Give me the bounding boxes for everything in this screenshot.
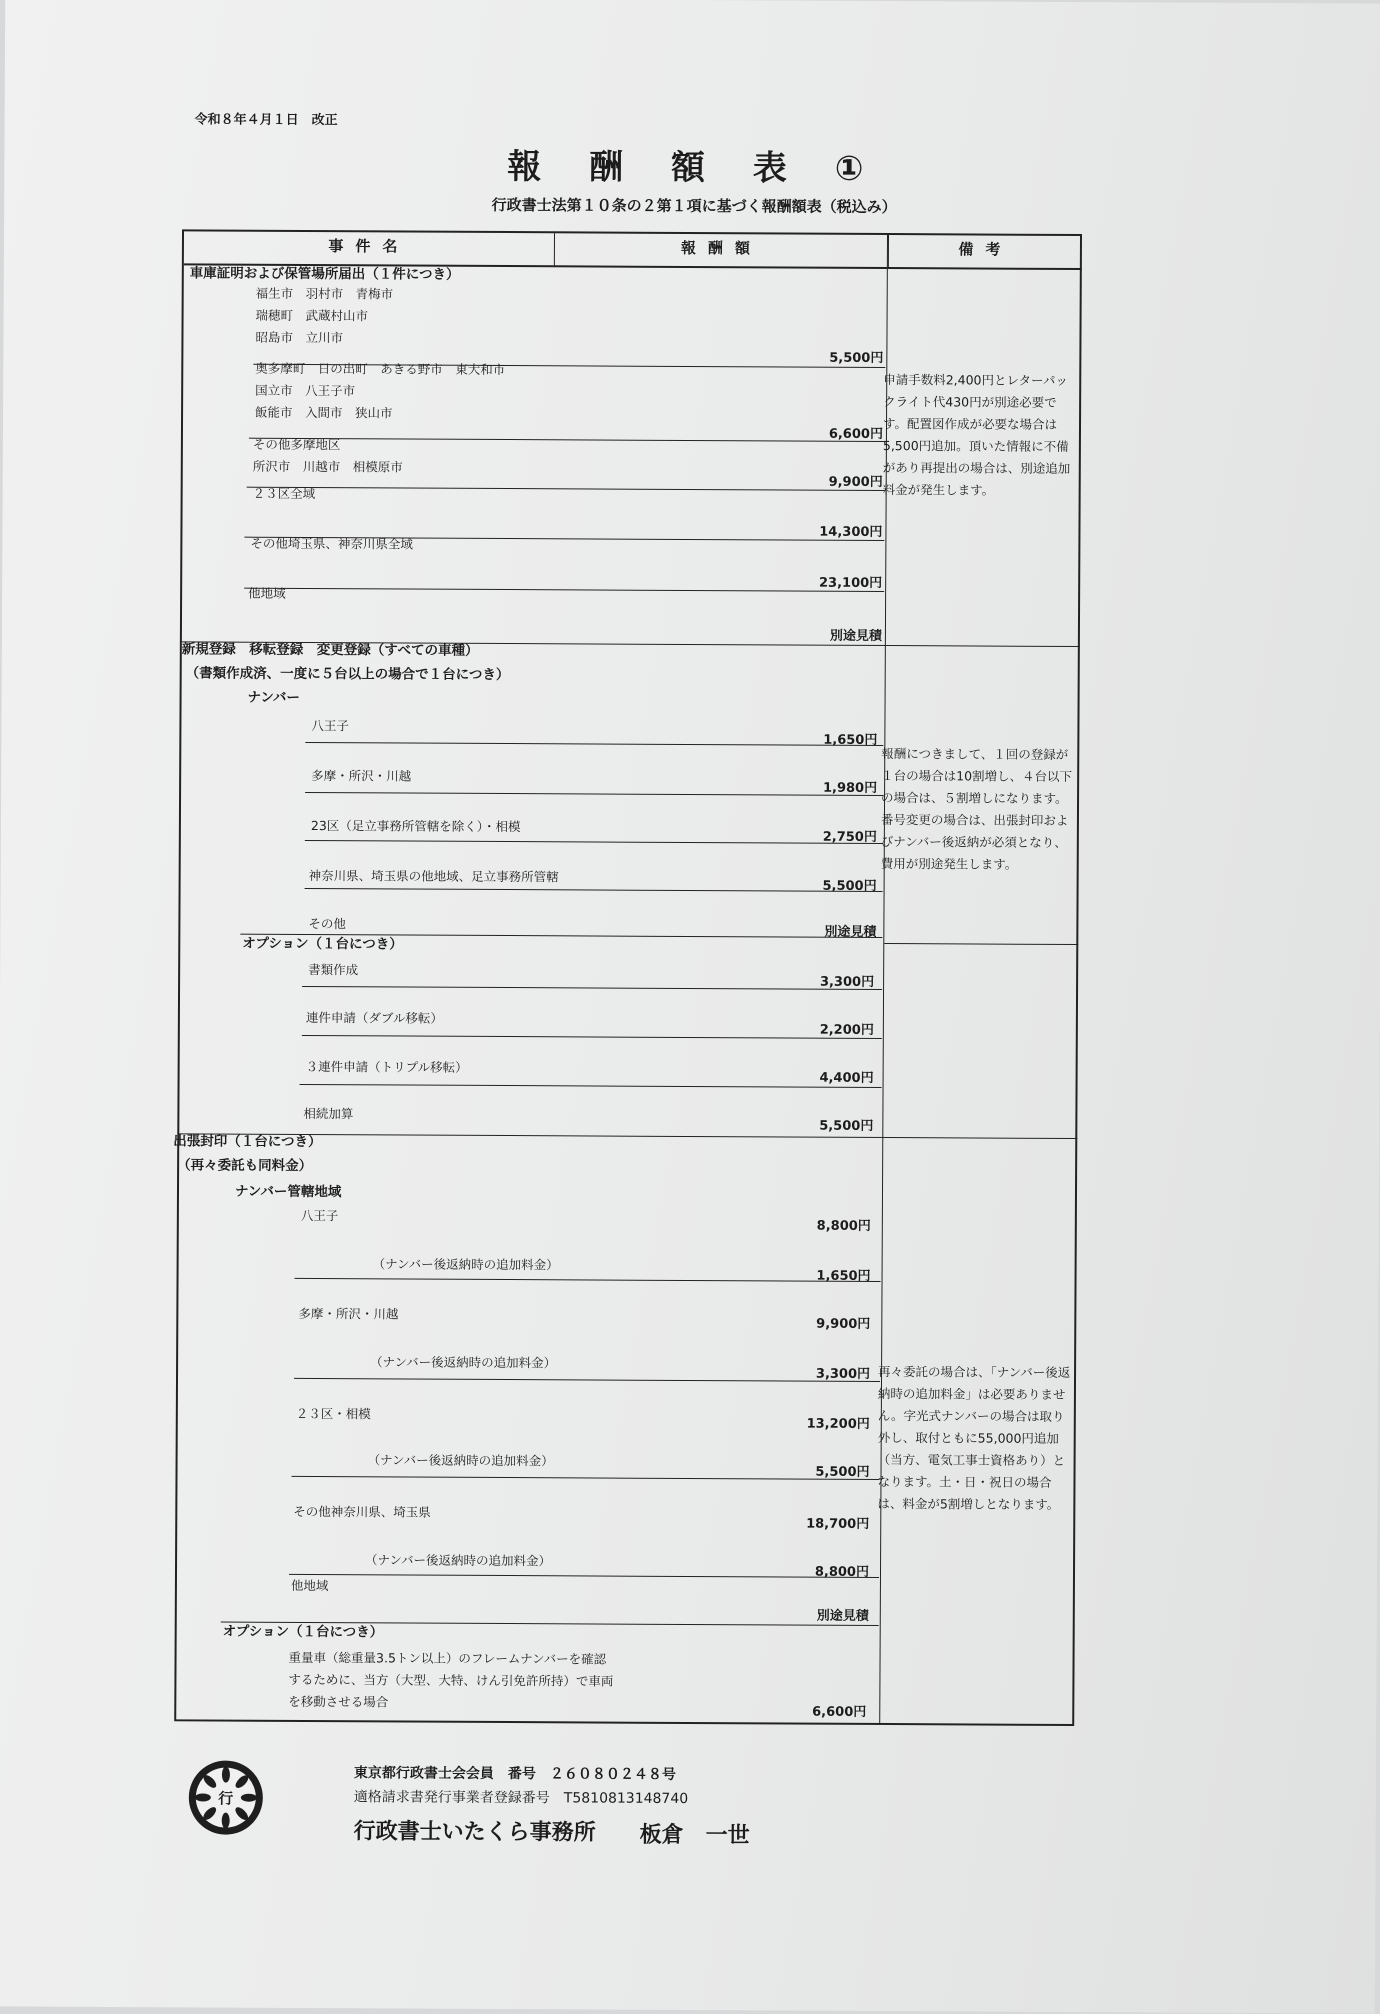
svg-text:行: 行 xyxy=(218,1789,234,1808)
area-line: 瑞穂町 武蔵村山市 xyxy=(255,307,369,324)
number-group-label: ナンバー xyxy=(247,689,301,706)
late-return-label: （ナンバー後返納時の追加料金） xyxy=(372,1256,559,1273)
area-line: 飯能市 入間市 狭山市 xyxy=(255,404,393,421)
header-case-name: 事件名 xyxy=(184,231,554,267)
option-label: 連件申請（ダブル移転） xyxy=(305,1009,443,1026)
fee-amount: 3,300円 xyxy=(815,1366,871,1382)
fee-amount: 2,200円 xyxy=(819,1022,874,1038)
fee-amount: 9,900円 xyxy=(816,1316,871,1332)
fee-amount: 4,400円 xyxy=(819,1070,874,1086)
district-label: 八王子 xyxy=(300,1207,339,1224)
fee-amount: 1,650円 xyxy=(816,1268,871,1284)
fee-amount: 13,200円 xyxy=(806,1416,870,1432)
page-title: 報 酬 額 表 ① xyxy=(507,147,882,189)
section-garage-title: 車庫証明および保管場所届出（１件につき） xyxy=(189,265,460,283)
fee-amount: 6,600円 xyxy=(812,1704,867,1720)
area-line: 国立市 八王子市 xyxy=(255,382,356,399)
fee-amount: 1,650円 xyxy=(823,732,878,748)
fee-amount: 5,500円 xyxy=(829,350,884,367)
fee-amount: 1,980円 xyxy=(822,780,878,796)
district-label: 他地域 xyxy=(290,1577,329,1594)
section-sealing-subtitle: （再々委託も同料金） xyxy=(177,1157,313,1175)
fee-amount: 別途見積 xyxy=(824,924,877,940)
late-return-label: （ナンバー後返納時の追加料金） xyxy=(365,1552,552,1569)
remarks-garage: 申請手数料2,400円とレターパックライト代430円が別途必要です。配置図作成が必要な場合は5,500円追加。頂いた情報に不備があり再提出の場合は、別途追加料金が発生します。 xyxy=(882,372,1071,498)
option-description-line: 重量車（総重量3.5トン以上）のフレームナンバーを確認 xyxy=(288,1649,607,1667)
area-line: 所沢市 川越市 相模原市 xyxy=(252,458,403,475)
remarks-divider xyxy=(884,943,1078,945)
district-label: ２３区・相模 xyxy=(295,1405,371,1422)
fee-amount: 8,800円 xyxy=(816,1218,871,1234)
fee-amount: 8,800円 xyxy=(814,1564,870,1580)
area-line: 奥多摩町 日の出町 あきる野市 東大和市 xyxy=(255,360,506,378)
fee-amount: 2,750円 xyxy=(822,829,877,845)
option-title: オプション（１台につき） xyxy=(222,1623,384,1641)
late-return-label: （ナンバー後返納時の追加料金） xyxy=(370,1354,557,1371)
option-label: 相続加算 xyxy=(303,1105,354,1122)
option-description-line: を移動させる場合 xyxy=(288,1693,389,1710)
area-line: その他多摩地区 xyxy=(252,436,341,453)
remarks-registration: 報酬につきまして、１回の登録が１台の場合は10割増し、４台以下の場合は、５割増しになります。番号変更の場合は、出張封印およびナンバー後返納が必須となり、費用が別途発生します。 xyxy=(880,745,1073,872)
district-label: 23区（足立事務所管轄を除く）・相模 xyxy=(310,818,521,835)
fee-amount: 別途見積 xyxy=(829,628,882,644)
fee-amount: 6,600円 xyxy=(828,426,884,443)
area-line: ２３区全域 xyxy=(252,485,316,502)
section-sealing-title: 出張封印（１台につき） xyxy=(173,1133,322,1151)
fee-amount: 14,300円 xyxy=(819,524,883,541)
section-registration-subtitle: （書類作成済、一度に５台以上の場合で１台につき） xyxy=(185,665,510,684)
fee-amount: 5,500円 xyxy=(819,1118,874,1134)
revision-date: 令和８年４月１日 改正 xyxy=(194,112,338,129)
header-remarks: 備考 xyxy=(888,235,1082,270)
district-label: 八王子 xyxy=(311,718,349,734)
area-line: 福生市 羽村市 青梅市 xyxy=(255,285,394,302)
option-title: オプション（１台につき） xyxy=(242,935,403,953)
association-seal-logo xyxy=(186,1757,266,1837)
fee-amount: 3,300円 xyxy=(819,974,875,990)
area-line: その他埼玉県、神奈川県全域 xyxy=(250,535,413,552)
fee-amount: 18,700円 xyxy=(806,1516,870,1532)
area-line: 他地域 xyxy=(248,585,286,601)
remarks-sealing: 再々委託の場合は、「ナンバー後返納時の追加料金」は必要ありません。字光式ナンバーの場合は取り外し、取付ともに55,000円追加（当方、電気工事士資格あり）となります。土・日・祝日の場合は、料金が5割増しとなります。 xyxy=(877,1363,1071,1512)
district-label: 神奈川県、埼玉県の他地域、足立事務所管轄 xyxy=(308,868,559,885)
fee-amount: 5,500円 xyxy=(822,878,877,894)
jurisdiction-group-label: ナンバー管轄地域 xyxy=(234,1183,342,1201)
late-return-label: （ナンバー後返納時の追加料金） xyxy=(367,1452,554,1469)
district-label: 多摩・所沢・川越 xyxy=(298,1305,399,1322)
page-subtitle: 行政書士法第１０条の２第１項に基づく報酬額表（税込み） xyxy=(491,195,897,217)
fee-amount: 別途見積 xyxy=(816,1608,869,1624)
area-line: 昭島市 立川市 xyxy=(255,329,344,346)
representative-name: 板倉 一世 xyxy=(639,1822,750,1849)
fee-amount: 9,900円 xyxy=(828,474,883,491)
option-description-line: するために、当方（大型、大特、けん引免許所持）で車両 xyxy=(288,1671,614,1689)
district-label: その他 xyxy=(308,916,346,932)
fee-table xyxy=(174,229,1082,1726)
invoice-registration: 適格請求書発行事業者登録番号 T5810813148740 xyxy=(353,1789,689,1808)
association-number: 東京都行政書士会会員 番号 ２６０８０２４８号 xyxy=(353,1765,676,1783)
fee-amount: 5,500円 xyxy=(815,1464,870,1480)
office-name: 行政書士いたくら事務所 xyxy=(353,1819,596,1846)
district-label: その他神奈川県、埼玉県 xyxy=(293,1503,431,1520)
header-fee: 報酬額 xyxy=(554,233,888,269)
option-label: ３連件申請（トリプル移転） xyxy=(305,1058,468,1075)
section-registration-title: 新規登録 移転登録 変更登録（すべての車種） xyxy=(181,641,479,659)
option-label: 書類作成 xyxy=(308,962,359,978)
district-label: 多摩・所沢・川越 xyxy=(311,768,412,784)
fee-amount: 23,100円 xyxy=(818,575,883,592)
